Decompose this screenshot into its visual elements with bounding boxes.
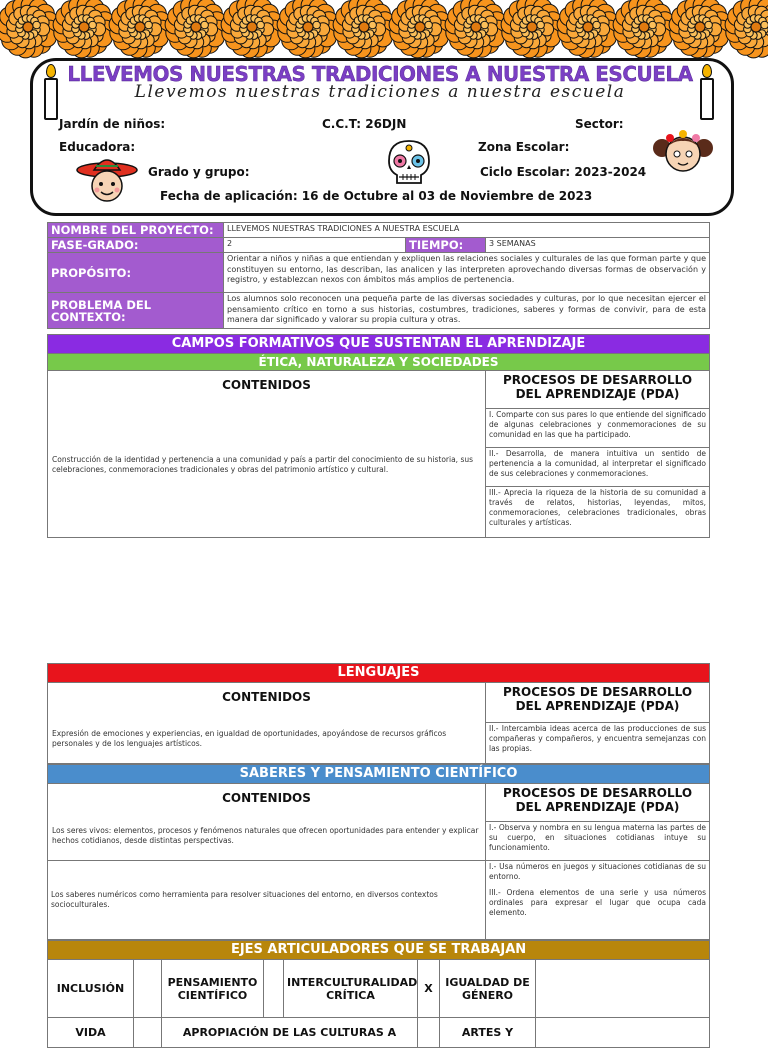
boy-sombrero-icon xyxy=(74,152,140,206)
etica-pda-2: II.- Desarrolla, de manera intuitiva un sentido de pertenencia a la comunidad, al interpretar el significado de sus celebraciones y conmemoraciones. xyxy=(486,447,710,486)
ejes-table xyxy=(47,940,710,1048)
saberes-pda-2b: III.- Ordena elementos de una serie y usa números ordinales para expresar el lugar que ocupa cada elemento. xyxy=(489,888,706,918)
lenguajes-contenidos-head: CONTENIDOS xyxy=(51,690,482,704)
eje-vida-mark xyxy=(134,1018,162,1048)
etica-contenidos-head: CONTENIDOS xyxy=(51,378,482,392)
marigold-flower-icon xyxy=(0,0,59,58)
sector-label: Sector: xyxy=(575,117,624,131)
grado-label: Grado y grupo: xyxy=(148,165,250,179)
eje-apropiacion-mark xyxy=(418,1018,440,1048)
tiempo-value: 3 SEMANAS xyxy=(486,238,710,253)
right-candle xyxy=(700,78,714,120)
saberes-pda-2-cell xyxy=(486,861,710,940)
eje-artes: ARTES Y xyxy=(440,1018,536,1048)
proposito-value: Orientar a niños y niñas a que entiendan y expliquen las relaciones sociales y culturales de las que forman parte y que constituyen su entorno, las describan, las analicen y las interpreten aprovechando diversas formas de observación y registro, y establezcan nexos con ámbitos más amplios de pertenencia. xyxy=(224,253,710,293)
proposito-label: PROPÓSITO: xyxy=(48,253,224,293)
etica-pda-3: III.- Aprecia la riqueza de la historia de su comunidad a través de relatos, historias, leyendas, mitos, conmemoraciones, celebraciones tradicionales, obras culturales y artísticas. xyxy=(486,487,710,538)
problema-label: PROBLEMA DEL CONTEXTO: xyxy=(48,293,224,329)
marigold-flower-icon xyxy=(221,0,283,58)
fecha-label: Fecha de aplicación: 16 de Octubre al 03 de Noviembre de 2023 xyxy=(160,189,592,203)
marigold-flower-icon xyxy=(501,0,563,58)
marigold-flower-icon xyxy=(445,0,507,58)
ejes-title: EJES ARTICULADORES QUE SE TRABAJAN xyxy=(48,941,710,960)
etica-contenido-cell xyxy=(48,371,486,538)
problema-value: Los alumnos solo reconocen una pequeña parte de las diversas sociedades y culturas, por lo que necesitan ejercer el pensamiento crítico en torno a sus historias, costumbres, tradiciones, saberes y formas de convivir, para de esta manera dar significado y valorar su propia cultura y otras. xyxy=(224,293,710,329)
saberes-title: SABERES Y PENSAMIENTO CIENTÍFICO xyxy=(48,765,710,784)
saberes-contenido-cell-2 xyxy=(48,861,486,940)
etica-table xyxy=(47,334,710,538)
right-candle-flame xyxy=(702,64,712,78)
lenguajes-pda-head: PROCESOS DE DESARROLLO DEL APRENDIZAJE (PDA) xyxy=(486,683,710,723)
saberes-contenido-cell-1 xyxy=(48,784,486,861)
left-candle xyxy=(44,78,58,120)
page-title: LLEVEMOS NUESTRAS TRADICIONES A NUESTRA ESCUELA xyxy=(60,62,700,86)
marigold-flower-icon xyxy=(277,0,339,58)
catrina-girl-icon xyxy=(652,126,714,182)
left-candle-flame xyxy=(46,64,56,78)
saberes-pda-head: PROCESOS DE DESARROLLO DEL APRENDIZAJE (PDA) xyxy=(486,784,710,822)
marigold-flower-icon xyxy=(165,0,227,58)
saberes-pda-1: I.- Observa y nombra en su lengua materna las partes de su cuerpo, en situaciones cotidianas intuye su funcionamiento. xyxy=(486,821,710,860)
marigold-flower-icon xyxy=(613,0,675,58)
zona-label: Zona Escolar: xyxy=(478,140,569,154)
fase-value: 2 xyxy=(224,238,406,253)
marigold-flower-icon xyxy=(53,0,115,58)
marigold-flower-icon xyxy=(725,0,768,58)
eje-igualdad-mark xyxy=(536,960,710,1018)
marigold-flower-icon xyxy=(557,0,619,58)
eje-vida: VIDA xyxy=(48,1018,134,1048)
nombre-value: LLEVEMOS NUESTRAS TRADICIONES A NUESTRA ESCUELA xyxy=(224,223,710,238)
eje-inclusion-mark xyxy=(134,960,162,1018)
eje-pensamiento: PENSAMIENTO CIENTÍFICO xyxy=(162,960,264,1018)
cct-label: C.C.T: 26DJN xyxy=(322,117,406,131)
educadora-label: Educadora: xyxy=(59,140,135,154)
etica-pda-1: I. Comparte con sus pares lo que entiende del significado de algunas celebraciones y conmemoraciones de su comunidad en las que ha participado. xyxy=(486,408,710,447)
marigold-flower-icon xyxy=(109,0,171,58)
tiempo-label: TIEMPO: xyxy=(406,238,486,253)
lenguajes-table xyxy=(47,663,710,764)
eje-interculturalidad-mark: X xyxy=(418,960,440,1018)
etica-pda-head: PROCESOS DE DESARROLLO DEL APRENDIZAJE (PDA) xyxy=(486,371,710,409)
marigold-border xyxy=(0,0,768,62)
lenguajes-pda: II.- Intercambia ideas acerca de las producciones de sus compañeras y compañeros, y encuentra semejanzas con las propias. xyxy=(486,722,710,763)
etica-title: ÉTICA, NATURALEZA Y SOCIEDADES xyxy=(48,354,710,371)
saberes-contenido-2: Los saberes numéricos como herramienta para resolver situaciones del entorno, en diversos contextos socioculturales. xyxy=(51,890,482,910)
lenguajes-contenido: Expresión de emociones y experiencias, en igualdad de oportunidades, apoyándose de recursos gráficos personales y de los lenguajes artísticos. xyxy=(52,729,481,749)
eje-inclusion: INCLUSIÓN xyxy=(48,960,134,1018)
nombre-label: NOMBRE DEL PROYECTO: xyxy=(48,223,224,238)
saberes-table xyxy=(47,764,710,940)
lenguajes-contenido-cell xyxy=(48,683,486,764)
eje-apropiacion: APROPIACIÓN DE LAS CULTURAS A xyxy=(162,1018,418,1048)
marigold-flower-icon xyxy=(333,0,395,58)
saberes-contenidos-head: CONTENIDOS xyxy=(51,791,482,805)
ciclo-label: Ciclo Escolar: 2023-2024 xyxy=(480,165,646,179)
fase-label: FASE-GRADO: xyxy=(48,238,224,253)
sugar-skull-icon xyxy=(383,137,435,189)
marigold-flower-icon xyxy=(669,0,731,58)
etica-contenido: Construcción de la identidad y pertenencia a una comunidad y país a partir del conocimiento de su historia, sus celebraciones, conmemoraciones tradicionales y obras del patrimonio artístico y cultural. xyxy=(52,455,481,475)
campos-title: CAMPOS FORMATIVOS QUE SUSTENTAN EL APRENDIZAJE xyxy=(48,335,710,354)
marigold-flower-icon xyxy=(389,0,451,58)
eje-igualdad: IGUALDAD DE GÉNERO xyxy=(440,960,536,1018)
eje-artes-mark xyxy=(536,1018,710,1048)
page-subtitle: Llevemos nuestras tradiciones a nuestra escuela xyxy=(90,82,670,102)
eje-interculturalidad: INTERCULTURALIDAD CRÍTICA xyxy=(284,960,418,1018)
eje-pensamiento-mark xyxy=(264,960,284,1018)
saberes-pda-2a: I.- Usa números en juegos y situaciones cotidianas de su entorno. xyxy=(489,862,706,882)
jardin-label: Jardín de niños: xyxy=(59,117,165,131)
saberes-contenido-1: Los seres vivos: elementos, procesos y fenómenos naturales que ofrecen oportunidades para entender y explicar hechos cotidianos, desde distintas perspectivas. xyxy=(52,826,481,846)
lenguajes-title: LENGUAJES xyxy=(48,664,710,683)
project-table xyxy=(47,222,710,329)
